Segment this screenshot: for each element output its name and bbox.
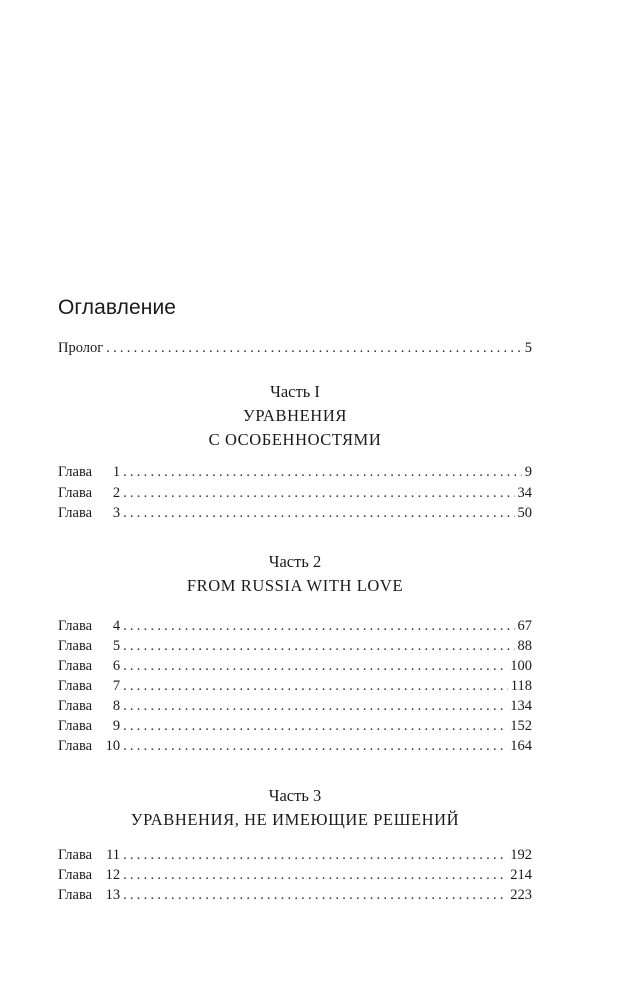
toc-entry-chapter-8: [58, 696, 532, 716]
toc-entry-chapter-6: [58, 656, 532, 676]
dot-leader: [123, 736, 507, 756]
dot-leader: [123, 716, 507, 736]
toc-entry-label: Глава 2: [58, 485, 121, 501]
part-title-line: УРАВНЕНИЯ: [243, 406, 347, 425]
dot-leader: [123, 676, 508, 696]
toc-entry-prologue: [58, 338, 532, 358]
toc-entry-page: 164: [510, 738, 532, 754]
toc-entry-chapter-2: [58, 483, 532, 503]
toc-entry-page: 9: [524, 464, 532, 480]
part-3-heading: [58, 784, 532, 832]
toc-entry-page: 88: [517, 638, 532, 654]
dot-leader: [123, 865, 507, 885]
toc-entry-label: Глава 13: [58, 887, 121, 903]
dot-leader: [106, 338, 522, 358]
dot-leader: [123, 636, 514, 656]
toc-entry-label: Глава 4: [58, 618, 121, 634]
part-heading-label: Часть 2: [268, 552, 322, 571]
toc-entry-chapter-1: [58, 462, 532, 482]
part-1-heading: [58, 380, 532, 452]
toc-entry-label: Глава 5: [58, 638, 121, 654]
toc-entry-label: Глава 12: [58, 867, 121, 883]
part-heading-label: Часть I: [270, 382, 320, 401]
part-heading-label: Часть 3: [268, 786, 322, 805]
toc-entry-label: Глава 1: [58, 464, 121, 480]
toc-entry-page: 223: [510, 887, 532, 903]
dot-leader: [123, 845, 507, 865]
toc-entry-page: 118: [510, 678, 532, 694]
toc-entry-page: 100: [510, 658, 532, 674]
toc-entry-chapter-7: [58, 676, 532, 696]
dot-leader: [123, 462, 522, 482]
toc-entry-chapter-3: [58, 503, 532, 523]
toc-entry-chapter-4: [58, 616, 532, 636]
toc-entry-page: 152: [510, 718, 532, 734]
toc-entry-chapter-12: [58, 865, 532, 885]
toc-entry-page: 5: [524, 340, 532, 356]
toc-entry-label: Глава 9: [58, 718, 121, 734]
toc-entry-label: Пролог: [58, 340, 104, 356]
toc-entry-chapter-9: [58, 716, 532, 736]
toc-entry-label: Глава 7: [58, 678, 121, 694]
toc-title: Оглавление: [58, 296, 177, 319]
toc-entry-page: 214: [510, 867, 532, 883]
toc-entry-page: 67: [517, 618, 532, 634]
toc-entry-chapter-11: [58, 845, 532, 865]
toc-entry-label: Глава 11: [58, 847, 121, 863]
toc-entry-page: 192: [510, 847, 532, 863]
part-title-line: УРАВНЕНИЯ, НЕ ИМЕЮЩИЕ РЕШЕНИЙ: [130, 810, 460, 829]
toc-entry-page: 50: [517, 505, 532, 521]
toc-entry-label: Глава 10: [58, 738, 121, 754]
toc-entry-chapter-13: [58, 885, 532, 905]
dot-leader: [123, 616, 514, 636]
dot-leader: [123, 696, 507, 716]
part-2-heading: [58, 550, 532, 598]
dot-leader: [123, 885, 507, 905]
toc-entry-chapter-10: [58, 736, 532, 756]
toc-entry-label: Глава 3: [58, 505, 121, 521]
toc-entry-page: 34: [517, 485, 532, 501]
dot-leader: [123, 656, 507, 676]
toc-entry-page: 134: [510, 698, 532, 714]
dot-leader: [123, 483, 514, 503]
part-title-line: С ОСОБЕННОСТЯМИ: [208, 430, 382, 449]
toc-entry-label: Глава 8: [58, 698, 121, 714]
part-title-line: FROM RUSSIA WITH LOVE: [186, 576, 404, 595]
toc-entry-chapter-5: [58, 636, 532, 656]
toc-entry-label: Глава 6: [58, 658, 121, 674]
dot-leader: [123, 503, 514, 523]
